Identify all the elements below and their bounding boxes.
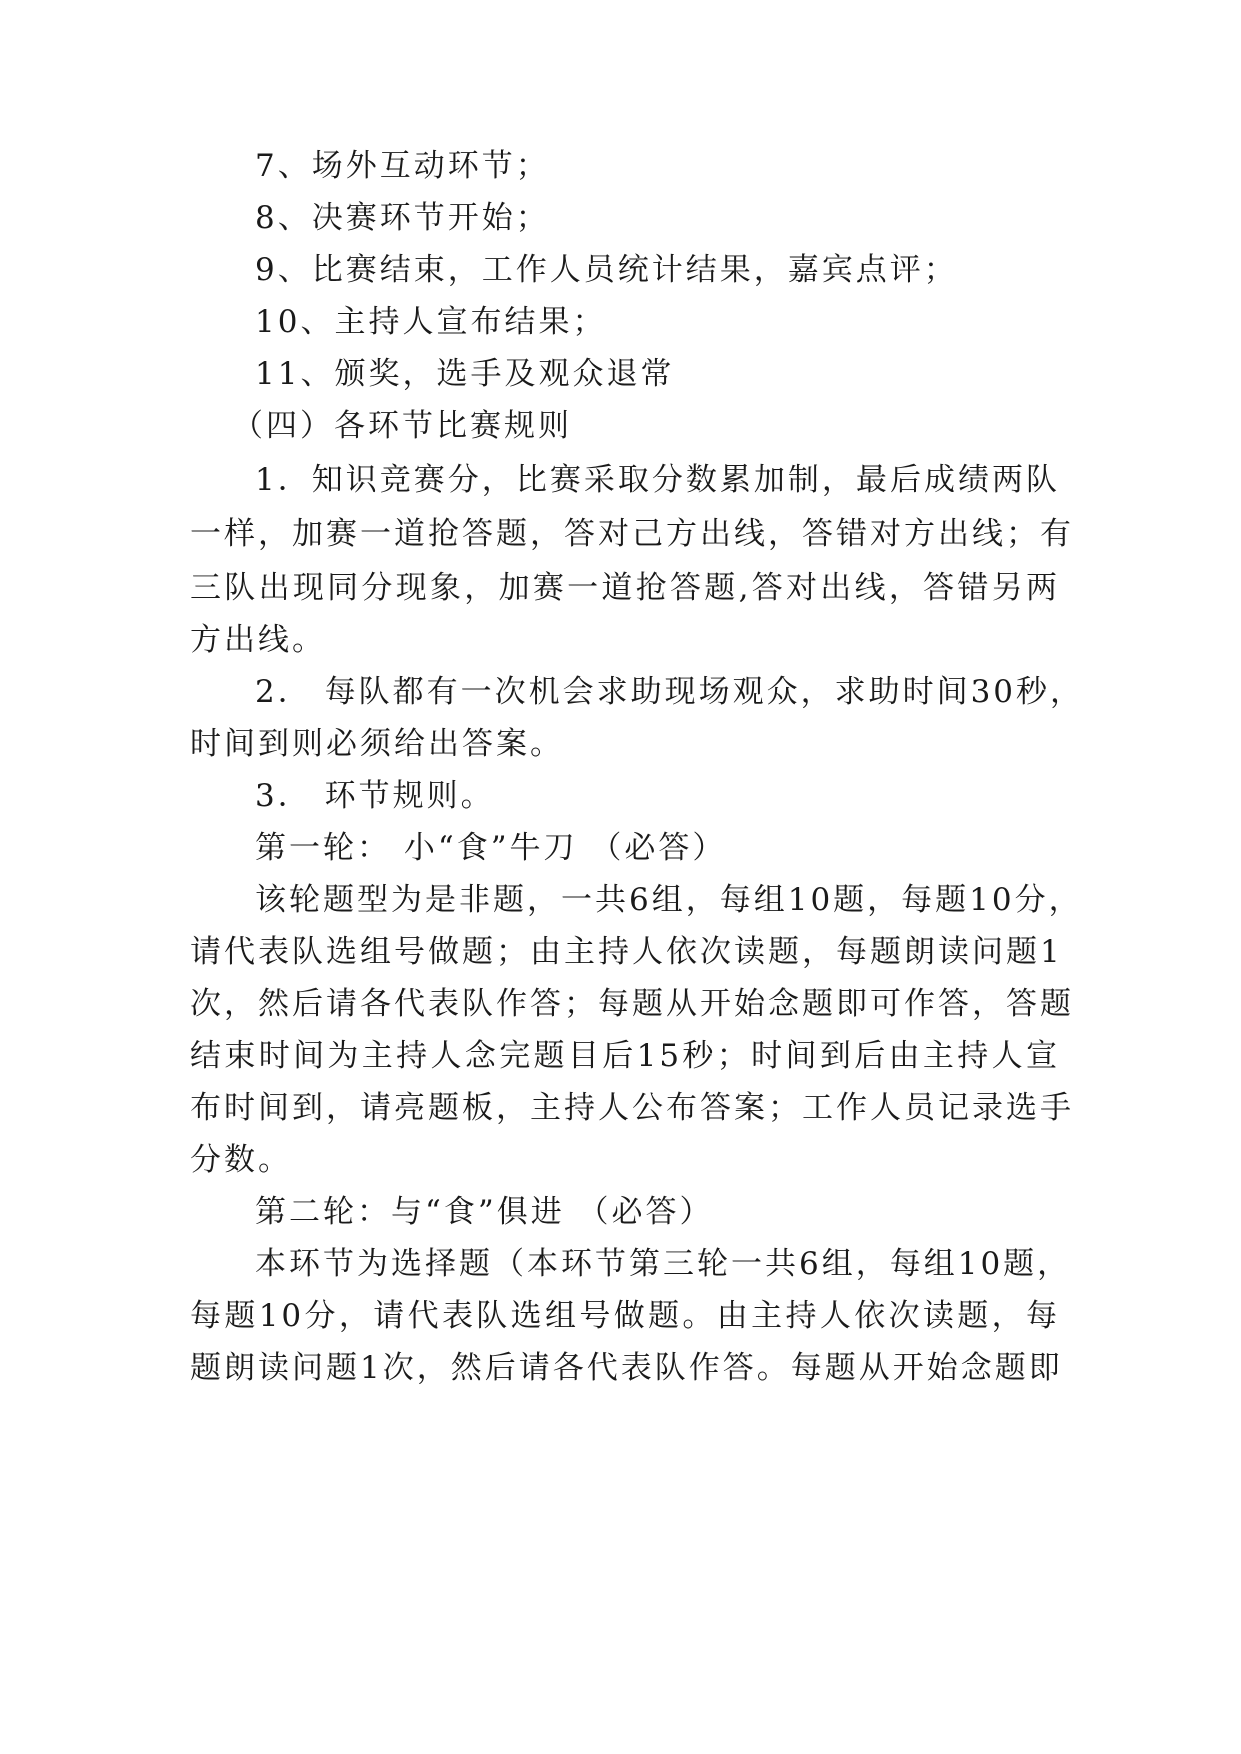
round-1-line-2: 请代表队选组号做题；由主持人依次读题，每题朗读问题1 [190, 934, 1063, 970]
rule-1-line-2: 一样，加赛一道抢答题，答对己方出线，答错对方出线；有 [190, 516, 1074, 552]
round-1-title: 第一轮： 小“食”牛刀 （必答） [255, 830, 727, 866]
agenda-item-10: 10、主持人宣布结果； [255, 304, 607, 340]
agenda-item-7: 7、场外互动环节； [255, 148, 550, 184]
round-1-line-4: 结束时间为主持人念完题目后15秒；时间到后由主持人宣 [190, 1038, 1060, 1074]
round-1-line-5: 布时间到，请亮题板，主持人公布答案；工作人员记录选手 [190, 1090, 1074, 1126]
round-1-line-3: 次，然后请各代表队作答；每题从开始念题即可作答，答题 [190, 986, 1074, 1022]
rule-2-line-2: 时间到则必须给出答案。 [190, 726, 564, 762]
rule-1-line-4: 方出线。 [190, 622, 326, 658]
agenda-item-8: 8、决赛环节开始； [255, 200, 550, 236]
round-2-line-1: 本环节为选择题（本环节第三轮一共6组，每组10题， [255, 1246, 1072, 1282]
rule-3: 3． 环节规则。 [255, 778, 495, 814]
round-1-line-6: 分数。 [190, 1142, 292, 1178]
rule-1-line-1: 1．知识竞赛分，比赛采取分数累加制，最后成绩两队 [255, 462, 1060, 498]
rule-1-line-3: 三队出现同分现象，加赛一道抢答题,答对出线，答错另两 [190, 570, 1060, 606]
section-heading-rules: （四）各环节比赛规则 [232, 408, 572, 444]
round-2-title: 第二轮：与“食”俱进 （必答） [255, 1194, 714, 1230]
rule-2-line-1: 2． 每队都有一次机会求助现场观众，求助时间30秒， [255, 674, 1085, 710]
agenda-item-9: 9、比赛结束，工作人员统计结果，嘉宾点评； [255, 252, 958, 288]
agenda-item-11: 11、颁奖，选手及观众退常 [255, 356, 675, 392]
round-2-line-3: 题朗读问题1次，然后请各代表队作答。每题从开始念题即 [190, 1350, 1063, 1386]
round-2-line-2: 每题10分，请代表队选组号做题。由主持人依次读题，每 [190, 1298, 1060, 1334]
round-1-line-1: 该轮题型为是非题，一共6组，每组10题，每题10分， [255, 882, 1083, 918]
